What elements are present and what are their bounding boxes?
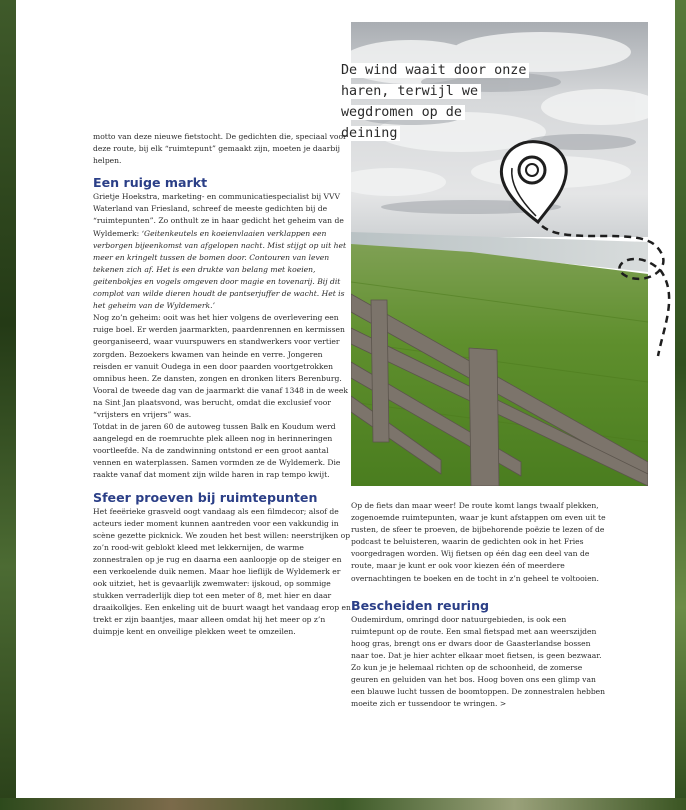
- paragraph-text: Grietje Hoekstra, marketing- en communicatiespecialist bij VVV Waterland van Friesland, schreef de meeste gedichten bij de “ruimtepunten”. Zo onthult ze in haar gedicht het geheim van de Wyldemerk:: [93, 192, 344, 238]
- paragraph-autoweg: Totdat in de jaren 60 de autoweg tussen Balk en Koudum werd aangelegd en de roemruchte plek alleen nog in herinneringen voortleefde. Na de zandwinning ontstond er een groot aantal vennen en waterplassen. Samen vormden ze de Wyldemerk. Die raakte vanaf dat moment zijn wilde haren in rap tempo kwijt.: [93, 422, 341, 480]
- intro-paragraph: motto van deze nieuwe fietstocht. De gedichten die, speciaal voor deze route, bij elk “ruimtepunt” gemaakt zijn, moeten je daarbij helpen.: [93, 132, 347, 166]
- poem-excerpt: ‘Geitenkeutels en koeienvlaaien verklappen een verborgen bijeenkomst van afgelopen nacht. Mist stijgt op uit het meer en kringelt tussen de bomen door. Contouren van leven tekenen zich af. Het is een drukte van belang met koeien, geitenbokjes en vogels omgeven door magie en tovenarij. Bij dit complot van wilde dieren houdt de pantserjuffer de wacht. Het is het geheim van de Wyldemerk.’: [93, 228, 347, 311]
- left-column: [93, 131, 351, 639]
- magazine-page: [16, 0, 675, 798]
- paragraph-ruige-boel: Nog zo’n geheim: ooit was het hier volgens de overlevering een ruige boel. Er werden jaarmarkten, paardenrennen en kermissen georganiseerd, waar vuurspuwers en standwerkers voor vertier zorgden. Bezoekers kwamen van heinde en verre. Jongeren reisden er vanuit Oudega in een door paarden voortgetrokken omnibus heen. Ze dansten, zongen en dronken liters Berenburg. Vooral de tweede dag van de jaarmarkt die vanaf 1348 in de week na Sint Jan plaatsvond, was berucht, omdat die exclusief voor “vrijsters en vrijers” was.: [93, 313, 349, 419]
- background-foliage-left: [0, 0, 16, 810]
- background-foliage-right: [675, 0, 686, 810]
- right-column: [351, 500, 608, 710]
- paragraph-grietje-hoekstra: [93, 191, 351, 312]
- pull-quote-text: De wind waait door onze haren, terwijl we wegdromen op de deining: [338, 63, 529, 141]
- heading-bescheiden-reuring: Bescheiden reuring: [351, 597, 490, 613]
- heading-sfeer-proeven: Sfeer proeven bij ruimtepunten: [93, 489, 318, 505]
- paragraph-grasveld: Het feeërieke grasveld oogt vandaag als een filmdecor; alsof de acteurs ieder moment kunnen aantreden voor een vakkundig in scène gezette picknick. We zouden het best willen: neerstrijken op zo’n rood-wit geblokt kleed met lekkernijen, de warme zonnestralen op je rug en daarna een aanloopje op de steiger en een verkoelende duik nemen. Maar hoe lieflijk de Wyldemerk er ook uitziet, het is gevaarlijk zwemwater: ijskoud, op sommige stukken verraderlijk diep tot een meter of 8, met hier en daar draaikolkjes. Een enkeling uit de buurt waagt het vandaag erop en trekt er zijn baantjes, maar alleen omdat hij het meer op z’n duimpje kent en onveilige plekken weet te omzeilen.: [93, 506, 351, 637]
- paragraph-oudemirdum: Oudemirdum, omringd door natuurgebieden, is ook een ruimtepunt op de route. Een smal fietspad met aan weerszijden hoog gras, brengt ons er dwars door de Gaasterlandse bossen naar toe. Dat je hier achter elkaar moet fietsen, is geen bezwaar. Zo kun je je helemaal richten op de schoonheid, de zomerse geuren en geluiden van het bos. Hoog boven ons een glimp van een blauwe lucht tussen de boomtoppen. De zonnestralen hebben moeite zich er tussendoor te wringen. >: [351, 614, 606, 709]
- heading-een-ruige-markt: Een ruige markt: [93, 175, 208, 191]
- background-foliage-bottom: [0, 798, 686, 810]
- pull-quote: [338, 60, 528, 144]
- paragraph-op-de-fiets: Op de fiets dan maar weer! De route komt langs twaalf plekken, zogenoemde ruimtepunten, waar je kunt afstappen om even uit te rusten, de sfeer te proeven, de bijbehorende poëzie te lezen of de podcast te beluisteren, waarin de gedichten ook in het Fries voorgedragen worden. Wij fietsen op één dag een deel van de route, maar je kunt er ook voor kiezen één of meerdere overnachtingen te boeken en de tocht in z’n geheel te voltooien.: [351, 501, 606, 583]
